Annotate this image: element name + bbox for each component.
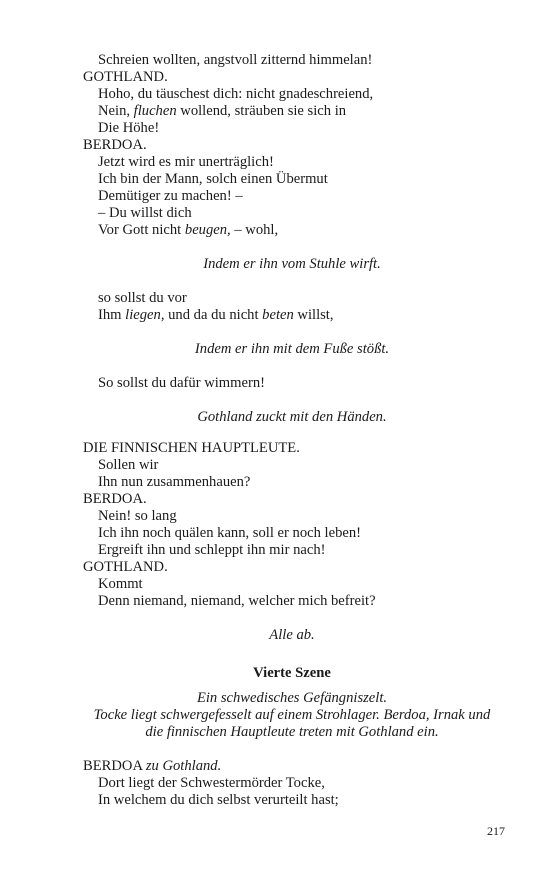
verse-line: Nein! so lang <box>98 508 177 524</box>
verse-line: Die Höhe! <box>98 120 160 136</box>
verse-line: Ich ihn noch quälen kann, soll er noch leben! <box>98 525 362 541</box>
speaker-name: BERDOA. <box>83 491 147 507</box>
speaker-name: DIE FINNISCHEN HAUPTLEUTE. <box>83 440 300 456</box>
verse-text: wollend, sträuben sie sich in <box>176 103 347 119</box>
speaker-text: BERDOA <box>83 758 146 774</box>
verse-line <box>98 223 278 238</box>
verse-line: Demütiger zu machen! – <box>98 188 243 204</box>
verse-text: Nein, <box>98 103 134 119</box>
verse-text: und da du nicht <box>164 307 263 323</box>
verse-text: – wohl, <box>230 222 279 238</box>
stage-direction: Indem er ihn vom Stuhle wirft. <box>203 256 381 272</box>
verse-line <box>98 104 346 119</box>
emphasis-text: fluchen <box>133 103 177 119</box>
scene-heading: Vierte Szene <box>253 665 331 681</box>
verse-text: Vor Gott nicht <box>98 222 185 238</box>
verse-line: So sollst du dafür wimmern! <box>98 375 266 391</box>
verse-line <box>98 308 334 323</box>
verse-line: Sollen wir <box>98 457 159 473</box>
verse-text: willst, <box>293 307 334 323</box>
verse-line: Hoho, du täuschest dich: nicht gnadeschreiend, <box>98 86 374 102</box>
speaker-name <box>83 759 221 774</box>
verse-line: Schreien wollten, angstvoll zitternd himmelan! <box>98 52 373 68</box>
stage-direction-inline: zu Gothland. <box>145 758 222 774</box>
speaker-name: GOTHLAND. <box>83 559 168 575</box>
speaker-name: GOTHLAND. <box>83 69 168 85</box>
stage-direction: Alle ab. <box>269 627 315 643</box>
speaker-name: BERDOA. <box>83 137 147 153</box>
emphasis-text: liegen, <box>125 307 165 323</box>
stage-direction: Gothland zuckt mit den Händen. <box>197 409 387 425</box>
stage-direction: die finnischen Hauptleute treten mit Gothland ein. <box>145 724 439 740</box>
emphasis-text: beugen, <box>184 222 231 238</box>
stage-direction: Tocke liegt schwergefesselt auf einem Strohlager. Berdoa, Irnak und <box>93 707 491 723</box>
verse-line: In welchem du dich selbst verurteilt hast; <box>98 792 339 808</box>
verse-text: Ihm <box>98 307 126 323</box>
stage-direction: Ein schwedisches Gefängniszelt. <box>196 690 388 706</box>
verse-line: Jetzt wird es mir unerträglich! <box>98 154 274 170</box>
verse-line: – Du willst dich <box>98 205 192 221</box>
emphasis-text: beten <box>262 307 294 323</box>
page-number: 217 <box>487 824 505 838</box>
verse-line: Kommt <box>98 576 143 592</box>
verse-line: Denn niemand, niemand, welcher mich befreit? <box>98 593 376 609</box>
verse-line: Ihn nun zusammenhauen? <box>98 474 251 490</box>
stage-direction: Indem er ihn mit dem Fuße stößt. <box>194 341 390 357</box>
verse-line: Dort liegt der Schwestermörder Tocke, <box>98 775 325 791</box>
verse-line: so sollst du vor <box>98 290 187 306</box>
verse-line: Ergreift ihn und schleppt ihn mir nach! <box>98 542 326 558</box>
verse-line: Ich bin der Mann, solch einen Übermut <box>98 171 328 187</box>
